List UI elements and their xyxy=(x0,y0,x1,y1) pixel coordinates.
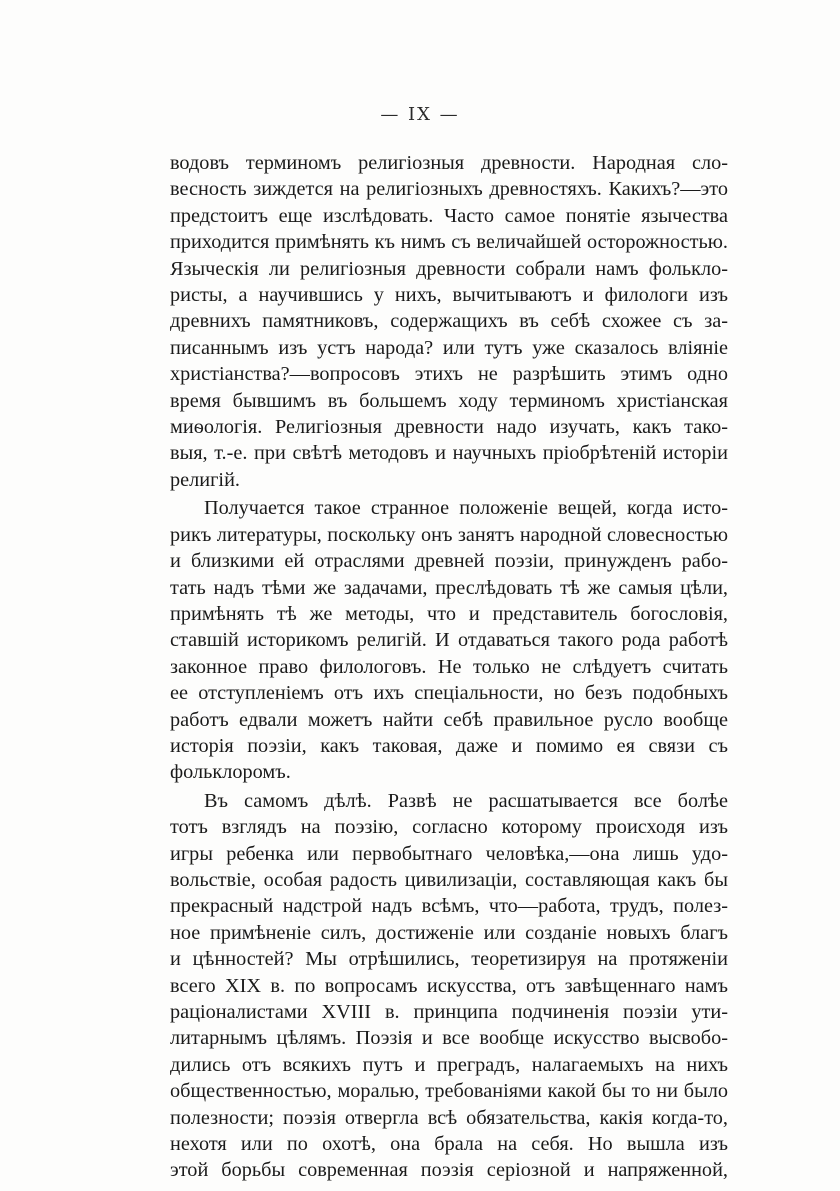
text-line: тотъ взглядъ на поэзiю, согласно которому происходя изъ xyxy=(170,816,728,839)
text-line: рикъ литературы, поскольку онъ занятъ народной словесностью xyxy=(170,523,728,546)
text-line: примѣнять тѣ же методы, что и представитель богословiя, xyxy=(170,602,728,625)
text-line: и близкими ей отраслями древней поэзiи, принужденъ рабо- xyxy=(170,550,728,573)
text-line: и цѣнностей? Мы отрѣшились, теоретизируя на протяженiи xyxy=(170,948,728,971)
text-line: ставшiй историкомъ религiй. И отдаваться такого рода работѣ xyxy=(170,629,728,652)
text-line: тать надъ тѣми же задачами, преслѣдовать тѣ же самыя цѣли, xyxy=(170,576,728,599)
text-line: время бывшимъ въ большемъ ходу терминомъ христiанская xyxy=(170,389,728,412)
paragraph-3 xyxy=(170,788,728,1184)
text-line: Языческiя ли религiозныя древности собрали намъ фолькло- xyxy=(170,257,728,280)
text-line: выя, т.-е. при свѣтѣ методовъ и научныхъ прiобрѣтенiй исторiи xyxy=(170,442,728,465)
text-line: христiанства?—вопросовъ этихъ не разрѣшить этимъ одно xyxy=(170,363,728,386)
text-line: ее отступленiемъ отъ ихъ спецiальности, но безъ подобныхъ xyxy=(170,682,728,705)
text-line: всего XIX в. по вопросамъ искусства, отъ завѣщеннаго намъ xyxy=(170,974,728,997)
text-line: Въ самомъ дѣлѣ. Развѣ не расшатывается все болѣе xyxy=(204,789,728,812)
text-line: водовъ терминомъ религiозныя древности. Народная сло- xyxy=(170,152,728,174)
text-line: дились отъ всякихъ путъ и преградъ, налагаемыхъ на нихъ xyxy=(170,1053,728,1076)
text-line: этой борьбы современная поэзiя серiозной и напряженной, xyxy=(170,1159,728,1182)
text-line: древнихъ памятниковъ, содержащихъ въ себѣ схожее съ за- xyxy=(170,310,728,333)
text-line: работъ едвали можетъ найти себѣ правильное русло вообще xyxy=(170,708,728,731)
text-line: ное примѣненiе силъ, достиженiе или созданiе новыхъ благъ xyxy=(170,921,728,944)
text-line: рацiоналистами XVIII в. принципа подчиненiя поэзiи ути- xyxy=(170,1001,728,1023)
text-line: общественностью, моралью, требованiями какой бы то ни было xyxy=(170,1080,728,1103)
text-line: приходится примѣнять къ нимъ съ величайшей осторожностью. xyxy=(170,231,728,254)
text-line: вольствiе, особая радость цивилизацiи, составляющая какъ бы xyxy=(170,868,728,891)
text-line: фольклоромъ. xyxy=(170,761,291,784)
body-text xyxy=(170,150,728,1186)
text-line: писаннымъ изъ устъ народа? или тутъ уже сказалось влiянiе xyxy=(170,336,728,359)
text-line: нехотя или по охотѣ, она брала на себя. Но вышла изъ xyxy=(170,1133,728,1156)
paragraph-2 xyxy=(170,495,728,785)
text-line: исторiя поэзiи, какъ таковая, даже и помимо ея связи съ xyxy=(170,734,728,757)
text-line: миѳологiя. Религiозныя древности надо изучать, какъ тако- xyxy=(170,416,728,439)
text-line: полезности; поэзiя отвергла всѣ обязательства, какiя когда-то, xyxy=(170,1106,728,1129)
text-line: законное право филологовъ. Не только не слѣдуетъ считать xyxy=(170,655,728,678)
text-line: Получается такое странное положенiе вещей, когда исто- xyxy=(204,497,728,520)
paragraph-1 xyxy=(170,150,728,493)
text-line: религiй. xyxy=(170,468,240,491)
text-line: предстоитъ еще изслѣдовать. Часто самое понятiе язычества xyxy=(170,204,728,227)
text-line: ристы, а научившись у нихъ, вычитываютъ и филологи изъ xyxy=(170,284,728,307)
text-line: литарнымъ цѣлямъ. Поэзiя и все вообще искусство высвобо- xyxy=(170,1027,728,1050)
text-line: прекрасный надстрой надъ всѣмъ, что—работа, трудъ, полез- xyxy=(170,895,728,918)
text-line: игры ребенка или первобытнаго человѣка,—она лишь удо- xyxy=(170,842,728,865)
page-number-header: — IX — xyxy=(380,104,460,125)
text-line: весность зиждется на религiозныхъ древностяхъ. Какихъ?—это xyxy=(170,178,728,201)
